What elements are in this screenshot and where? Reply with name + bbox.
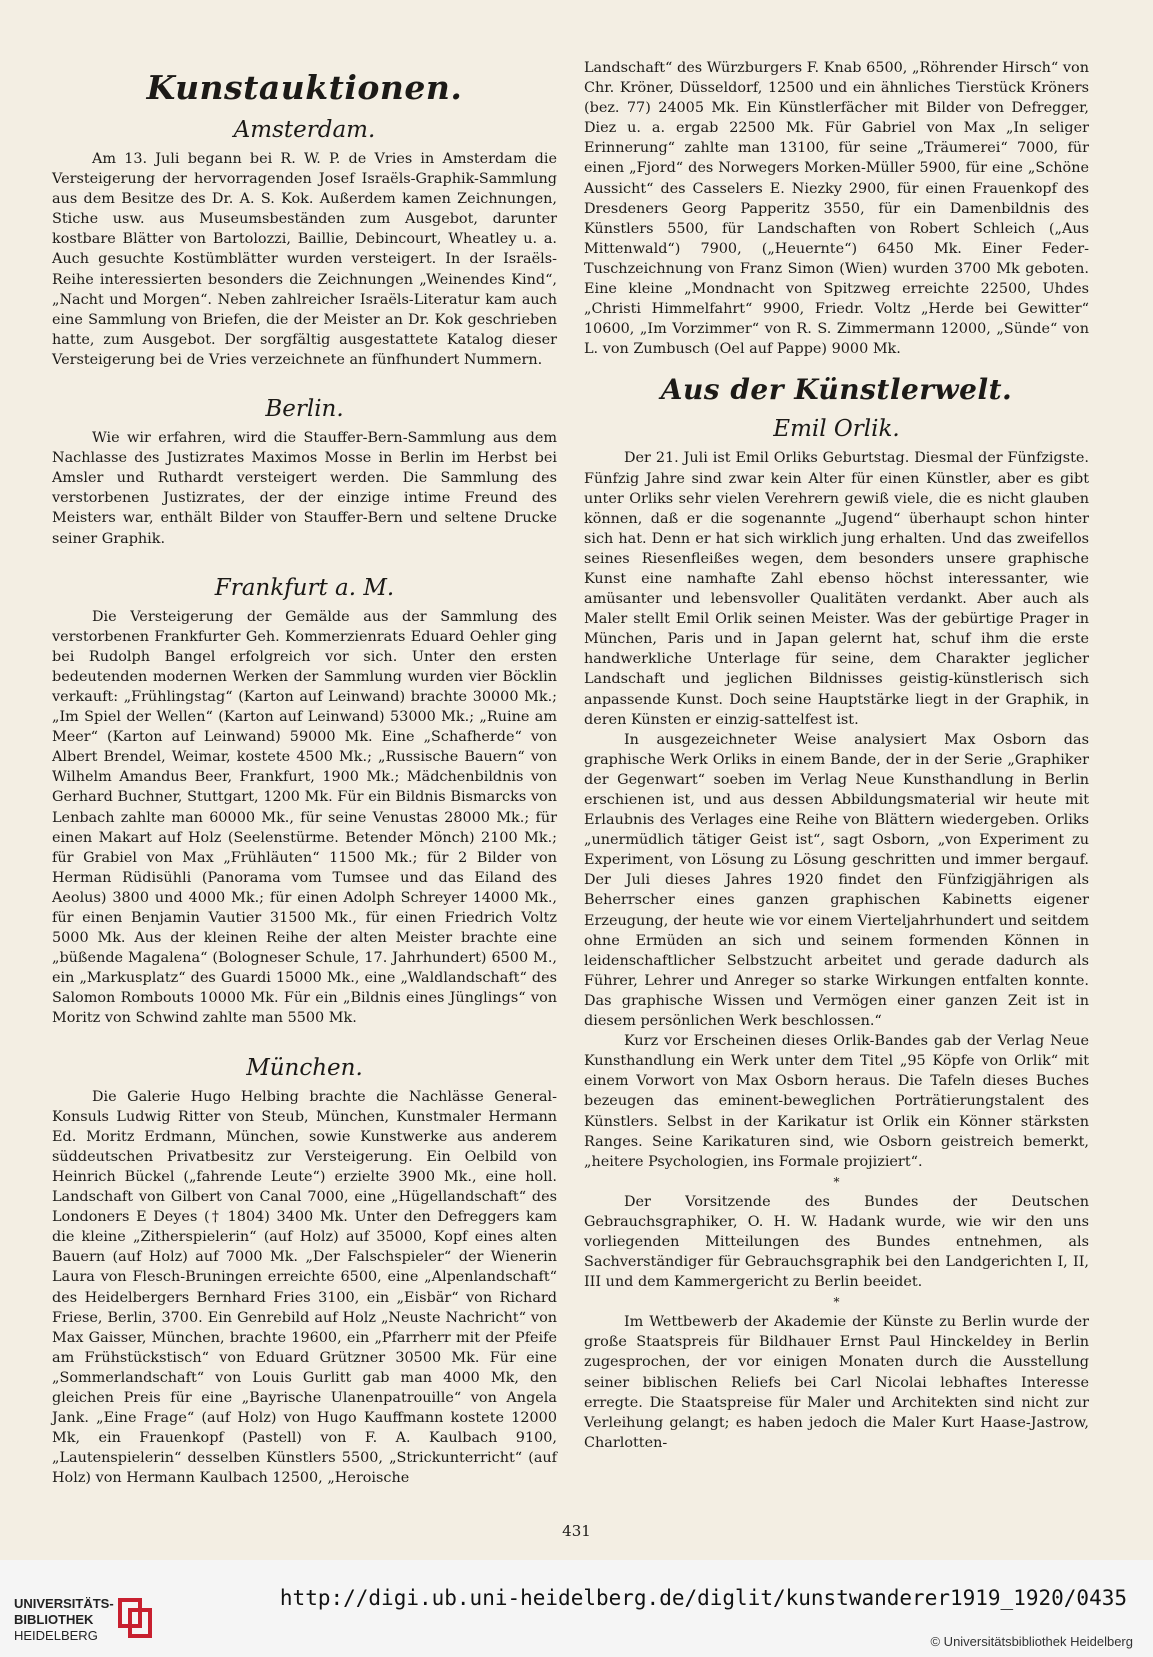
paragraph-orlik-1: Der 21. Juli ist Emil Orliks Geburtstag. Diesmal der Fünfzigste. Fünfzig Jahre sind zwar kein Alter für einen Künstler, aber es gibt unter Orliks sehr vielen Verehrern gewiß viele, die es nicht glauben können, daß er die sogenannte „Jugend“ überhaupt schon hinter sich hat. Denn er hat sich wirklich jung erhalten. Und das zweifellos seines Riesenfleißes wegen, dem besonders unsere graphische Kunst eine namhafte Zahl ebenso höchst interessanter, wie amüsanter und lebensvoller Qualitäten verdankt. Aber auch als Maler stellt Emil Orlik seinen Meister. Was der gebürtige Prager in München, Paris und in Japan gelernt hat, schuf ihm die erste handwerkliche Unterlage für seine, dem Charakter jeglicher Landschaft und jeglichen Bildnisses geistig-künstlerisch sich anpassende Kunst. Doch seine Hauptstärke liegt in der Graphik, in deren Künsten er einzig-sattelfest ist. bbox=[584, 450, 1089, 728]
paragraph-orlik-3: Kurz vor Erscheinen dieses Orlik-Bandes gab der Verlag Neue Kunsthandlung ein Werk unter dem Titel „95 Köpfe von Orlik“ mit einem Vorwort von Max Osborn heraus. Die Tafeln dieses Buches bezeugen das eminent-beweglichen Porträtierungstalent des Künstlers. Selbst in der Karikatur ist Orlik ein Könner stärksten Ranges. Seine Karikaturen sind, wie Osborn geistreich bemerkt, „heitere Psychologien, ins Formale projiziert“. bbox=[584, 1033, 1089, 1170]
section-heading-frankfurt: Frankfurt a. M. bbox=[214, 574, 395, 601]
logo-line: UNIVERSITÄTS- bbox=[14, 1596, 114, 1611]
source-url-link[interactable]: http://digi.ub.uni-heidelberg.de/diglit/kunstwanderer1919_1920/0435 bbox=[279, 1586, 1127, 1610]
section-heading-orlik: Emil Orlik. bbox=[773, 416, 900, 443]
right-column bbox=[584, 58, 1089, 1453]
section-heading-muenchen: München. bbox=[246, 1054, 363, 1081]
paragraph-orlik-2: In ausgezeichneter Weise analysiert Max Osborn das graphische Werk Orliks in einem Bande, der in der Serie „Graphiker der Gegenwart“ soeben im Verlag Neue Kunsthandlung in Berlin erschienen ist, und aus dessen Abbildungsmaterial wir heute mit Erlaubnis des Verlages eine Reihe von Blättern wiedergeben. Orliks „unermüdlich tätiger Geist ist“, sagt Osborn, „von Experiment zu Experiment, von Lösung zu Lösung geschritten und immer bergauf. Der Juli dieses Jahres 1920 findet den Fünfzigjährigen als Beherrscher eines ganzen graphischen Kabinetts eigener Erzeugung, der heute wie vor einem Vierteljahrhundert und seitdem ohne Ermüden an sich und seinem formenden Können in leidenschaftlicher Selbstzucht arbeitet und gerade dadurch als Führer, Lehrer und Anreger so starke Wirkungen entfalten konnte. Das graphische Wissen und Vermögen einer ganzen Zeit ist in diesem persönlichen Werk beschlossen.“ bbox=[584, 731, 1089, 1030]
separator-star: * bbox=[833, 1174, 840, 1189]
paragraph-berlin: Wie wir erfahren, wird die Stauffer-Bern-Sammlung aus dem Nachlasse des Justizrates Maximos Mosse in Berlin im Herbst bei Amsler und Ruthardt versteigert werden. Die Sammlung des verstorbenen Justizrates, der der einzige intime Freund des Meisters war, enthält Bilder von Stauffer-Bern und seltene Drucke seiner Graphik. bbox=[52, 430, 557, 547]
paragraph-wettbewerb: Im Wettbewerb der Akademie der Künste zu Berlin wurde der große Staatspreis für Bildhauer Ernst Paul Hinckeldey in Berlin zugesprochen, der vor einigen Monaten durch die Ausstellung seiner biblischen Reliefs bei Carl Nicolai lebhaftes Interesse erregte. Die Staatspreise für Maler und Architekten sind nicht zur Verleihung gelangt; es haben jedoch die Maler Kurt Haase-Jastrow, Charlotten- bbox=[584, 1314, 1089, 1451]
section-title-kuenstlerwelt: Aus der Künstlerwelt. bbox=[660, 373, 1013, 407]
section-heading-berlin: Berlin. bbox=[265, 396, 344, 423]
left-column bbox=[52, 58, 557, 1488]
copyright-notice: © Universitätsbibliothek Heidelberg bbox=[930, 1634, 1133, 1649]
logo-line: HEIDELBERG bbox=[14, 1628, 98, 1643]
separator-star: * bbox=[833, 1295, 840, 1310]
paragraph-frankfurt: Die Versteigerung der Gemälde aus der Sammlung des verstorbenen Frankfurter Geh. Kommerzienrats Eduard Oehler ging bei Rudolph Bangel erfolgreich vor sich. Unter den ersten bedeutenden modernen Werken der Sammlung wurden vier Böcklin verkauft: „Frühlingstag“ (Karton auf Leinwand) brachte 30000 Mk.; „Im Spiel der Wellen“ (Karton auf Leinwand) 53000 Mk.; „Ruine am Meer“ (Karton auf Leinwand) 59000 Mk. Eine „Schafherde“ von Albert Brendel, Weimar, kostete 4500 Mk.; „Russische Bauern“ von Wilhelm Amandus Beer, Frankfurt, 1900 Mk.; Mädchenbildnis von Gerhard Buchner, Stuttgart, 1200 Mk. Für ein Bildnis Bismarcks von Lenbach zahlte man 60000 Mk., für seine Venustas 28000 Mk.; für einen Makart auf Holz (Seelenstürme. Betender Mönch) 2100 Mk.; für Grabiel von Max „Frühläuten“ 11500 Mk.; für 2 Bilder von Herman Rüdisühli (Panorama vom Tumsee und das Eiland des Aeolus) 3800 und 4000 Mk.; für einen Adolph Schreyer 14000 Mk., für einen Benjamin Vautier 31500 Mk., für einen Friedrich Voltz 5000 Mk. Aus der kleinen Reihe der alten Meister brachte eine „büßende Magalena“ (Bologneser Schule, 17. Jahrhundert) 6500 M., ein „Markusplatz“ des Guardi 15000 Mk., eine „Waldlandschaft“ des Salomon Rombouts 10000 Mk. Für ein „Bildnis eines Jünglings“ von Moritz von Schwind zahlte man 5500 Mk. bbox=[52, 608, 557, 1027]
library-logo-text bbox=[14, 1596, 114, 1644]
page-number: 431 bbox=[562, 1522, 591, 1540]
section-heading-amsterdam: Amsterdam. bbox=[233, 117, 376, 143]
paragraph-hadank: Der Vorsitzende des Bundes der Deutschen Gebrauchsgraphiker, O. H. W. Hadank wurde, wie wir den uns vorliegenden Mitteilungen des Bundes entnehmen, als Sachverständiger für Gebrauchsgraphik bei den Landgerichten I, II, III und dem Kammergericht zu Berlin beeidet. bbox=[584, 1193, 1089, 1291]
paragraph-muenchen-continued: Landschaft“ des Würzburgers F. Knab 6500, „Röhrender Hirsch“ von Chr. Kröner, Düsseldorf, 12500 und ein ähnliches Tierstück Kröners (bez. 77) 24005 Mk. Ein Künstlerfächer mit Bilder von Defregger, Diez u. a. ergab 22500 Mk. Für Gabriel von Max „In seliger Erinnerung“ zahlte man 13100, für seine „Träumerei“ 7000, für einen „Fjord“ des Norwegers Morken-Müller 5900, für eine „Schöne Aussicht“ des Casselers E. Niezky 2900, für einen Frauenkopf des Dresdeners Georg Papperitz 3550, für ein Damenbildnis des Künstlers 5500, für Landschaften von Robert Schleich („Aus Mittenwald“) 7900, („Heuernte“) 6450 Mk. Einer Feder-Tuschzeichnung von Franz Simon (Wien) wurden 3700 Mk geboten. Eine kleine „Mondnacht von Spitzweg erreichte 22500, Uhdes „Christi Himmelfahrt“ 9900, Friedr. Voltz „Herde bei Gewitter“ 10600, „Im Vorzimmer“ von R. S. Zimmermann 12000, „Sünde“ von L. von Zumbusch (Oel auf Pappe) 9000 Mk. bbox=[584, 60, 1089, 358]
paragraph-amsterdam: Am 13. Juli begann bei R. W. P. de Vries in Amsterdam die Versteigerung der hervorragenden Josef Israëls-Graphik-Sammlung aus dem Besitze des Dr. A. S. Kok. Außerdem kamen Zeichnungen, Stiche usw. aus Museumsbeständen zum Ausgebot, darunter kostbare Blätter von Bartolozzi, Baillie, Debincourt, Wheatley u. a. Auch gesuchte Kostümblätter wurden versteigert. In der Israëls-Reihe interessierten besonders die Zeichnungen „Weinendes Kind“, „Nacht und Morgen“. Neben zahlreicher Israëls-Literatur kam auch eine Sammlung von Briefen, die der Meister an Dr. Kok geschrieben hatte, zum Ausgebot. Der sorgfältig ausgestattete Katalog dieser Versteigerung bei de Vries verzeichnete an fünfhundert Nummern. bbox=[52, 151, 557, 368]
footer-bar bbox=[0, 1560, 1153, 1657]
library-logo-icon bbox=[118, 1592, 154, 1640]
paragraph-muenchen: Die Galerie Hugo Helbing brachte die Nachlässe General-Konsuls Ludwig Ritter von Steub, München, Kunstmaler Hermann Ed. Moritz Erdmann, München, sowie Kunstwerke aus anderem süddeutschen Privatbesitz zur Versteigerung. Ein Oelbild von Heinrich Bückel („fahrende Leute“) erzielte 3900 Mk., eine holl. Landschaft von Gilbert von Canal 7000, eine „Hügellandschaft“ des Londoners E Deyes († 1804) 3400 Mk. Unter den Defreggers kam die kleine „Zitherspielerin“ (auf Holz) auf 35000, Kopf eines alten Bauern (auf Holz) auf 7000 Mk. „Der Falschspieler“ der Wienerin Laura von Flesch-Bruningen erreichte 6500, eine „Alpenlandschaft“ des Heidelbergers Bernhard Fries 3100, ein „Eisbär“ von Richard Friese, Berlin, 3700. Ein Genrebild auf Holz „Neuste Nachricht“ von Max Gaisser, München, brachte 19600, ein „Pfarrherr mit der Pfeife am Frühstückstisch“ von Eduard Grützner 30500 Mk. Für eine „Sommerlandschaft“ von Louis Gurlitt gab man 4000 Mk, den gleichen Preis für eine „Bayrische Ulanenpatrouille“ von Angela Jank. „Eine Frage“ (auf Holz) von Hugo Kauffmann kostete 12000 Mk, ein Frauenkopf (Pastell) von F. A. Kaulbach 9100, „Lautenspielerin“ desselben Künstlers 5500, „Strickunterricht“ (auf Holz) von Hermann Kaulbach 12500, „Heroische bbox=[52, 1088, 557, 1487]
logo-line: BIBLIOTHEK bbox=[14, 1612, 94, 1627]
page-title: Kunstauktionen. bbox=[146, 68, 463, 107]
